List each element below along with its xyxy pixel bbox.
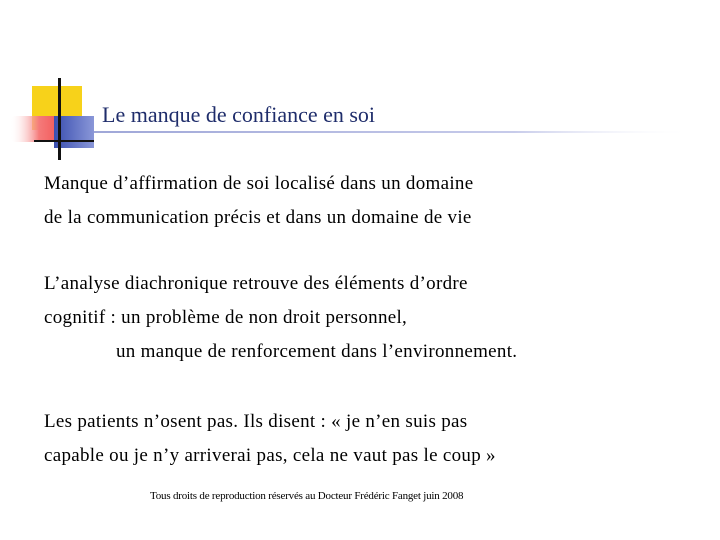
slide-title: Le manque de confiance en soi bbox=[102, 102, 376, 127]
paragraph-line: Les patients n’osent pas. Ils disent : « je n’en suis pas bbox=[44, 411, 468, 432]
paragraph-line: cognitif : un problème de non droit personnel, bbox=[44, 307, 408, 328]
copyright-footer: Tous droits de reproduction réservés au Docteur Frédéric Fanget juin 2008 bbox=[150, 490, 464, 502]
title-rule bbox=[94, 131, 694, 133]
paragraph-line: de la communication précis et dans un domaine de vie bbox=[44, 207, 472, 228]
horizontal-line bbox=[34, 140, 94, 142]
paragraph-line: capable ou je n’y arriverai pas, cela ne vaut pas le coup » bbox=[44, 445, 496, 466]
slide-decoration-logo bbox=[0, 0, 720, 170]
paragraph-1 bbox=[44, 167, 473, 235]
paragraph-line: L’analyse diachronique retrouve des éléments d’ordre bbox=[44, 273, 468, 294]
vertical-line bbox=[58, 78, 61, 160]
paragraph-line: Manque d’affirmation de soi localisé dans un domaine bbox=[44, 173, 474, 194]
paragraph-2 bbox=[44, 267, 517, 369]
paragraph-line-indented: un manque de renforcement dans l’environnement. bbox=[116, 341, 518, 362]
paragraph-3 bbox=[44, 405, 496, 473]
